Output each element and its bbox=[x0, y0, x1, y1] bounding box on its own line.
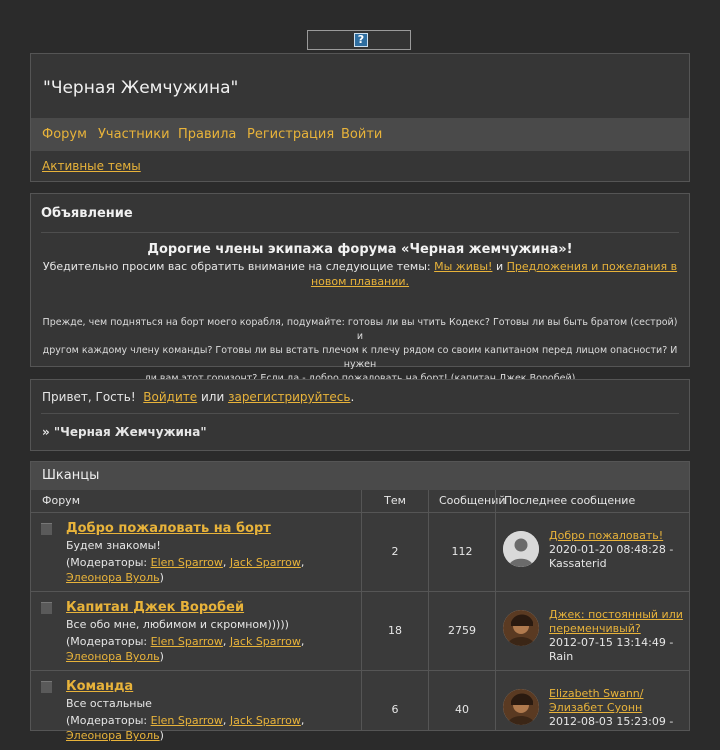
main-nav bbox=[31, 118, 689, 151]
last-post-link[interactable]: Джек: постоянный или переменчивый? bbox=[549, 608, 683, 635]
announcement-request bbox=[39, 259, 681, 289]
active-topics-link[interactable]: Активные темы bbox=[42, 159, 141, 173]
or-text: или bbox=[200, 390, 225, 404]
moderators: (Модераторы: Elen Sparrow, Jack Sparrow, Элеонора Вуоль) bbox=[66, 556, 305, 584]
last-post-date: 2020-01-20 08:48:28 - bbox=[549, 543, 674, 556]
table-row bbox=[31, 592, 689, 671]
forum-description: Все обо мне, любимом и скромном))))) bbox=[66, 618, 289, 631]
body-line: другом каждому члену команды? Готовы ли вы встать плечом к плечу рядом со своим капитаном перед лицом опасности? И нужен bbox=[42, 345, 678, 370]
welcome-panel bbox=[30, 379, 690, 451]
mods-label: (Модераторы: bbox=[66, 635, 148, 648]
last-post bbox=[549, 529, 684, 571]
announcement-body bbox=[39, 316, 681, 386]
moderators: (Модераторы: Elen Sparrow, Jack Sparrow, Элеонора Вуоль) bbox=[66, 635, 305, 663]
forum-status-icon bbox=[41, 681, 52, 693]
col-topics: Тем bbox=[384, 494, 406, 507]
nav-members[interactable]: Участники bbox=[98, 127, 170, 142]
nav-forum[interactable]: Форум bbox=[42, 127, 87, 142]
breadcrumb: » "Черная Жемчужина" bbox=[42, 425, 207, 439]
announcement-heading: Объявление bbox=[41, 206, 133, 221]
moderator-link[interactable]: Элеонора Вуоль bbox=[66, 571, 160, 584]
default-avatar-icon[interactable] bbox=[503, 531, 539, 567]
post-count: 112 bbox=[451, 545, 473, 558]
last-post-user: Rain bbox=[549, 650, 574, 663]
moderator-link[interactable]: Jack Sparrow bbox=[229, 714, 301, 727]
greeting-line bbox=[42, 390, 354, 404]
site-title: "Черная Жемчужина" bbox=[43, 78, 239, 98]
forum-status-icon bbox=[41, 523, 52, 535]
post-count: 40 bbox=[455, 703, 469, 716]
question-icon[interactable]: ? bbox=[354, 33, 368, 47]
moderator-link[interactable]: Элеонора Вуоль bbox=[66, 729, 160, 742]
last-post bbox=[549, 687, 684, 729]
and-text: и bbox=[495, 260, 504, 273]
nav-register[interactable]: Регистрация bbox=[247, 127, 335, 142]
mods-label: (Модераторы: bbox=[66, 556, 148, 569]
greeting-text: Привет, Гость! bbox=[42, 390, 136, 404]
forum-status-icon bbox=[41, 602, 52, 614]
request-text: Убедительно просим вас обратить внимание на следующие темы: bbox=[42, 260, 431, 273]
mods-label: (Модераторы: bbox=[66, 714, 148, 727]
category-header bbox=[31, 462, 689, 490]
period: . bbox=[350, 390, 355, 404]
moderator-link[interactable]: Elen Sparrow bbox=[150, 556, 223, 569]
forum-description: Будем знакомы! bbox=[66, 539, 161, 552]
table-row bbox=[31, 513, 689, 592]
moderator-link[interactable]: Elen Sparrow bbox=[150, 714, 223, 727]
moderator-link[interactable]: Jack Sparrow bbox=[229, 635, 301, 648]
last-post-link[interactable]: Добро пожаловать! bbox=[549, 529, 664, 542]
divider bbox=[41, 232, 679, 233]
body-line: Прежде, чем подняться на борт моего корабля, подумайте: готовы ли вы чтить Кодекс? Готовы ли вы быть братом (сестрой) и bbox=[42, 317, 678, 342]
nav-login[interactable]: Войти bbox=[341, 127, 383, 142]
topic-count: 18 bbox=[388, 624, 402, 637]
announcement-panel bbox=[30, 193, 690, 370]
last-post-date: 2012-07-15 13:14:49 - bbox=[549, 636, 674, 649]
register-link[interactable]: зарегистрируйтесь bbox=[228, 390, 351, 404]
announcement-headline: Дорогие члены экипажа форума «Черная жемчужина»! bbox=[147, 242, 573, 257]
last-post-link[interactable]: Elizabeth Swann/ Элизабет Суонн bbox=[549, 687, 644, 714]
topic-count: 2 bbox=[391, 545, 399, 558]
login-link[interactable]: Войдите bbox=[143, 390, 198, 404]
moderator-link[interactable]: Elen Sparrow bbox=[150, 635, 223, 648]
forum-description: Все остальные bbox=[66, 697, 152, 710]
col-posts: Сообщений bbox=[439, 494, 506, 507]
post-count: 2759 bbox=[448, 624, 476, 637]
col-forum: Форум bbox=[42, 494, 80, 507]
user-avatar-icon[interactable] bbox=[503, 610, 539, 646]
col-last-post: Последнее сообщение bbox=[504, 494, 636, 507]
moderator-link[interactable]: Элеонора Вуоль bbox=[66, 650, 160, 663]
top-banner[interactable] bbox=[307, 30, 411, 50]
last-post bbox=[549, 608, 684, 664]
site-header bbox=[30, 53, 690, 182]
table-row bbox=[31, 671, 689, 750]
divider bbox=[41, 413, 679, 414]
forum-category bbox=[30, 461, 690, 742]
forum-name-link[interactable]: Капитан Джек Воробей bbox=[66, 600, 245, 615]
category-title[interactable]: Шканцы bbox=[42, 468, 100, 483]
link-suggestions[interactable]: Предложения и пожелания в новом плавании. bbox=[310, 260, 678, 288]
moderators: (Модераторы: Elen Sparrow, Jack Sparrow, Элеонора Вуоль) bbox=[66, 714, 305, 742]
last-post-user: Kassaterid bbox=[549, 557, 607, 570]
link-we-are-alive[interactable]: Мы живы! bbox=[434, 260, 493, 273]
nav-rules[interactable]: Правила bbox=[178, 127, 237, 142]
last-post-date: 2012-08-03 15:23:09 - bbox=[549, 715, 674, 728]
forum-name-link[interactable]: Добро пожаловать на борт bbox=[66, 521, 271, 536]
topic-count: 6 bbox=[391, 703, 399, 716]
moderator-link[interactable]: Jack Sparrow bbox=[229, 556, 301, 569]
forum-name-link[interactable]: Команда bbox=[66, 679, 134, 694]
